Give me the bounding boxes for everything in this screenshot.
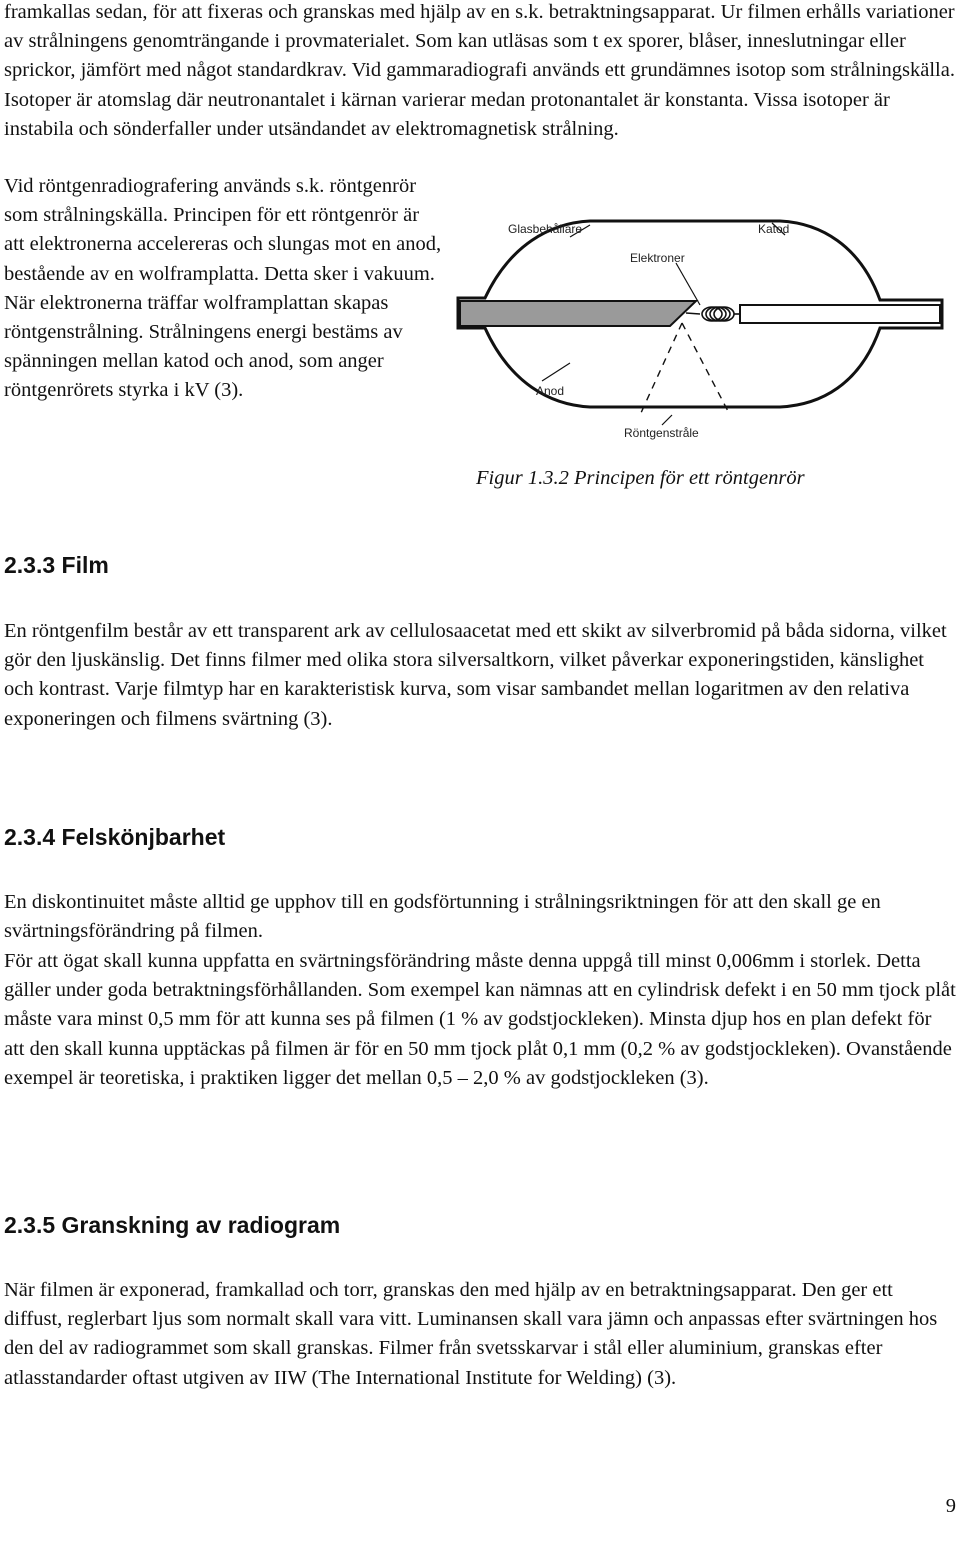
label-electrons: Elektroner: [630, 251, 685, 265]
figure-caption: Figur 1.3.2 Principen för ett röntgenrör: [476, 467, 805, 489]
label-xray-beam: Röntgenstråle: [624, 426, 699, 440]
electron-beam: [686, 313, 700, 314]
section-heading-film: 2.3.3 Film: [4, 552, 109, 578]
filament-coil: [702, 307, 740, 321]
label-anode: Anod: [536, 384, 565, 398]
label-cathode: Katod: [758, 222, 790, 236]
label-glass-holder: Glasbehållare: [508, 222, 583, 236]
xray-tube-paragraph: Vid röntgenradiografering används s.k. röntgenrör som strålningskälla. Principen för ett röntgenrör är att elektronerna accelereras och slungas mot en anod, bestående av en wolframplatta. Detta sker i vakuum. När elektronerna träffar wolframplattan skapas röntgenstrålning. Strålningens energi bestäms av spänningen mellan katod och anod, som anger röntgenrörets styrka i kV (3).: [4, 175, 442, 402]
section-detectability-paragraph-1: En diskontinuitet måste alltid ge upphov till en godsförtunning i strålningsriktningen för att den skall ge en svärtningsförändring på filmen.: [4, 891, 881, 943]
intro-paragraph: framkallas sedan, för att fixeras och granskas med hjälp av en s.k. betraktningsapparat. Ur filmen erhålls variationer av strålningens genomträngande i provmaterialet. Som kan utläsas som t ex sporer, blåser, inneslutningar eller sprickor, jämfört med något standardkrav. Vid gammaradiografi används ett grundämnes isotop som strålningskälla. Isotoper är atomslag där neutronantalet i kärnan varierar medan protonantalet är konstanta. Vissa isotoper är instabila och sönderfaller under utsändandet av elektromagnetisk strålning.: [4, 1, 955, 140]
xray-beam-lines: [640, 323, 730, 415]
cathode-rod: [740, 305, 940, 323]
section-film-paragraph: En röntgenfilm består av ett transparent ark av cellulosaacetat med ett skikt av silverbromid på båda sidorna, vilket gör den ljuskänslig. Det finns filmer med olika stora silversaltkorn, vilket påverkar exponeringstiden, känslighet och kontrast. Varje filmtyp har en karakteristisk kurva, som visar sambandet mellan logaritmen av den relativa exponeringen och filmens svärtning (3).: [4, 620, 947, 730]
anode-rod: [460, 301, 696, 326]
section-heading-review: 2.3.5 Granskning av radiogram: [4, 1212, 341, 1238]
xray-tube-figure: [450, 205, 950, 505]
xray-tube-diagram: [450, 205, 950, 455]
section-detectability-paragraph-2: För att ögat skall kunna uppfatta en svärtningsförändring måste denna uppgå till minst 0,006mm i storlek. Detta gäller under goda betraktningsförhållanden. Som exempel kan nämnas att en cylindrisk defekt i en 50 mm tjock plåt måste vara minst 0,5 mm för att kunna ses på filmen (1 % av godstjockleken). Minsta djup hos en plan defekt för att den skall kunna upptäckas på filmen är för en 50 mm tjock plåt 0,1 mm (0,2 % av godstjockleken). Ovanstående exempel är teoretiska, i praktiken ligger det mellan 0,5 – 2,0 % av godstjockleken (3).: [4, 950, 956, 1089]
page-number: 9: [945, 1495, 956, 1517]
section-heading-detectability: 2.3.4 Felskönjbarhet: [4, 824, 226, 850]
section-review-paragraph: När filmen är exponerad, framkallad och torr, granskas den med hjälp av en betraktningsapparat. Den ger ett diffust, reglerbart ljus som normalt skall vara vitt. Luminansen skall vara jämn och anpassas efter svärtningen hos den del av radiogrammet som skall granskas. Filmer från svetsskarvar i stål eller aluminium, granskas efter atlasstandarder oftast utgiven av IIW (The International Institute for Welding) (3).: [4, 1279, 938, 1389]
